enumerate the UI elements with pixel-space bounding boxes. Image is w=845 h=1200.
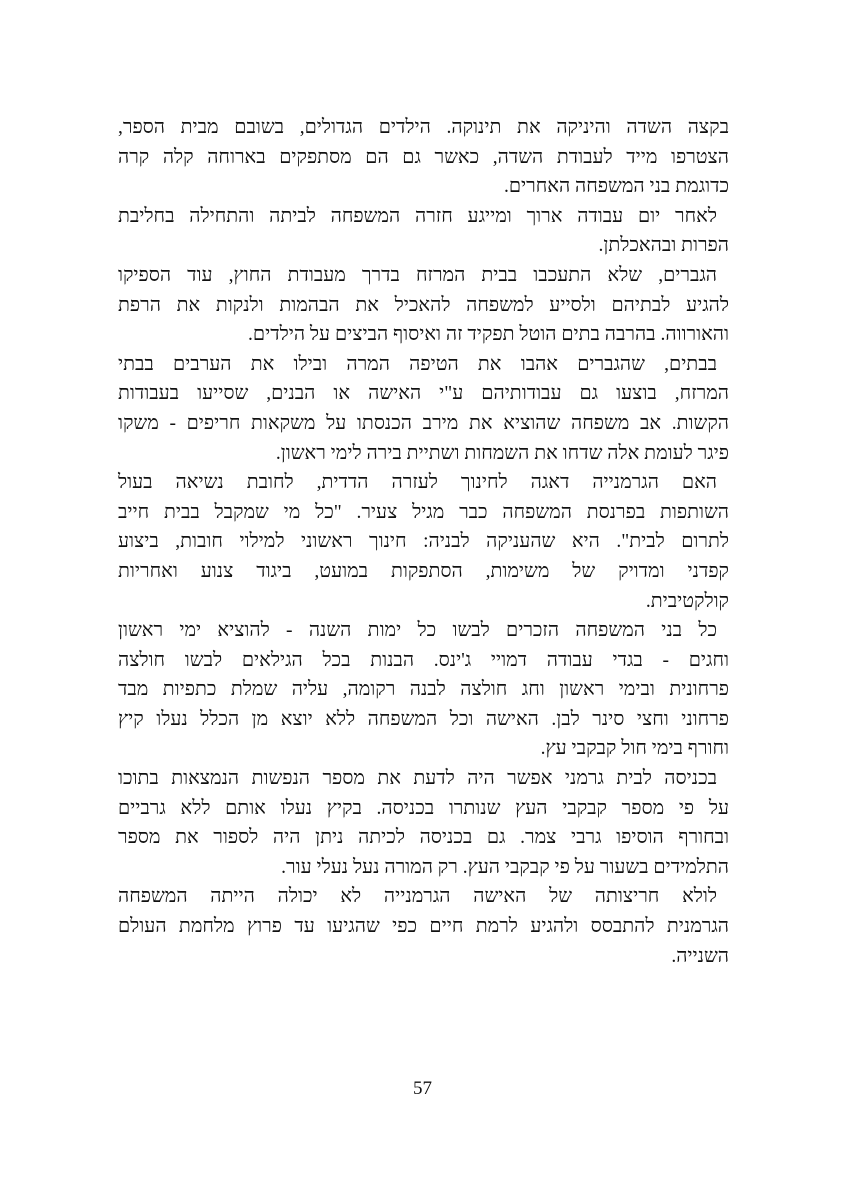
text-line: והאורווה. בהרבה בתים הוטל תפקיד זה ואיסוף הביצים על הילדים. xyxy=(248,324,729,346)
page-number: 57 xyxy=(413,1078,432,1099)
text-line: פרחוני וחצי סינר לבן. האישה וכל המשפחה ללא יוצא מן הכלל נעלו קיץ xyxy=(118,708,729,730)
paragraph xyxy=(118,764,729,882)
paragraph xyxy=(118,468,729,616)
text-line: לתרום לבית". היא שהעניקה לבניה: חינוך ראשוני למילוי חובות, ביצוע xyxy=(118,531,729,553)
text-line: בקצה השדה והיניקה את תינוקה. הילדים הגדולים, בשובם מבית הספר, xyxy=(118,117,729,138)
paragraph xyxy=(118,261,729,350)
text-line: השנייה. xyxy=(671,945,729,967)
text-line: כדוגמת בני המשפחה האחרים. xyxy=(503,176,729,198)
text-line: קולקטיבית. xyxy=(645,590,729,612)
text-line: וחורף בימי חול קבקבי עץ. xyxy=(540,738,729,760)
text-line: כל בני המשפחה הזכרים לבשו כל ימות השנה - להוציא ימי ראשון xyxy=(118,620,717,642)
text-line: התלמידים בשעור על פי קבקבי העץ. רק המורה נעל נעלי עור. xyxy=(281,856,729,878)
text-line: הגברים, שלא התעכבו בבית המרזח בדרך מעבודת החוץ, עוד הספיקו xyxy=(118,264,717,286)
text-line: המרזח, בוצעו גם עבודותיהם ע"י האישה או הבנים, שסייעו בעבודות xyxy=(118,383,729,405)
text-line: פרחונית ובימי ראשון וחג חולצה לבנה רקומה, עליה שמלת כתפיות מבד xyxy=(118,679,729,701)
text-line: על פי מספר קבקבי העץ שנותרו בכניסה. בקיץ נעלו אותם ללא גרביים xyxy=(118,797,729,819)
text-line: הקשות. אב משפחה שהוציא את מירב הכנסתו על משקאות חריפים - משקו xyxy=(118,412,729,434)
paragraph xyxy=(118,882,729,971)
text-line: האם הגרמנייה דאגה לחינוך לעזרה הדדית, לחובת נשיאה בעול xyxy=(118,472,717,494)
text-line: בבתים, שהגברים אהבו את הטיפה המרה ובילו את הערבים בבתי xyxy=(118,353,717,375)
text-line: לאחר יום עבודה ארוך ומייגע חזרה המשפחה לביתה והתחילה בחליבת xyxy=(118,205,717,227)
text-line: הגרמנית להתבסס ולהגיע לרמת חיים כפי שהגיעו עד פרוץ מלחמת העולם xyxy=(118,916,729,938)
text-line: להגיע לבתיהם ולסייע למשפחה להאכיל את הבהמות ולנקות את הרפת xyxy=(118,294,729,316)
text-line: בכניסה לבית גרמני אפשר היה לדעת את מספר הנפשות הנמצאות בתוכו xyxy=(118,768,717,790)
text-line: ובחורף הוסיפו גרבי צמר. גם בכניסה לכיתה ניתן היה לספור את מספר xyxy=(118,827,729,849)
body-text xyxy=(118,113,729,971)
paragraph xyxy=(118,350,729,468)
text-line: וחגים - בגדי עבודה דמויי ג'ינס. הבנות בכל הגילאים לבשו חולצה xyxy=(118,649,729,671)
text-line: השותפות בפרנסת המשפחה כבר מגיל צעיר. "כל מי שמקבל בבית חייב xyxy=(118,501,729,523)
paragraph xyxy=(118,202,729,261)
text-line: לולא חריצותה של האישה הגרמנייה לא יכולה הייתה המשפחה xyxy=(118,886,717,908)
text-line: הפרות ובהאכלתן. xyxy=(598,235,729,257)
paragraph xyxy=(118,113,729,202)
paragraph xyxy=(118,616,729,764)
text-line: פיגר לעומת אלה שדחו את השמחות ושתיית בירה לימי ראשון. xyxy=(275,442,729,464)
text-line: הצטרפו מייד לעבודת השדה, כאשר גם הם מסתפקים בארוחה קלה קרה xyxy=(118,146,729,168)
text-line: קפדני ומדויק של משימות, הסתפקות במועט, ביגוד צנוע ואחריות xyxy=(118,560,729,582)
